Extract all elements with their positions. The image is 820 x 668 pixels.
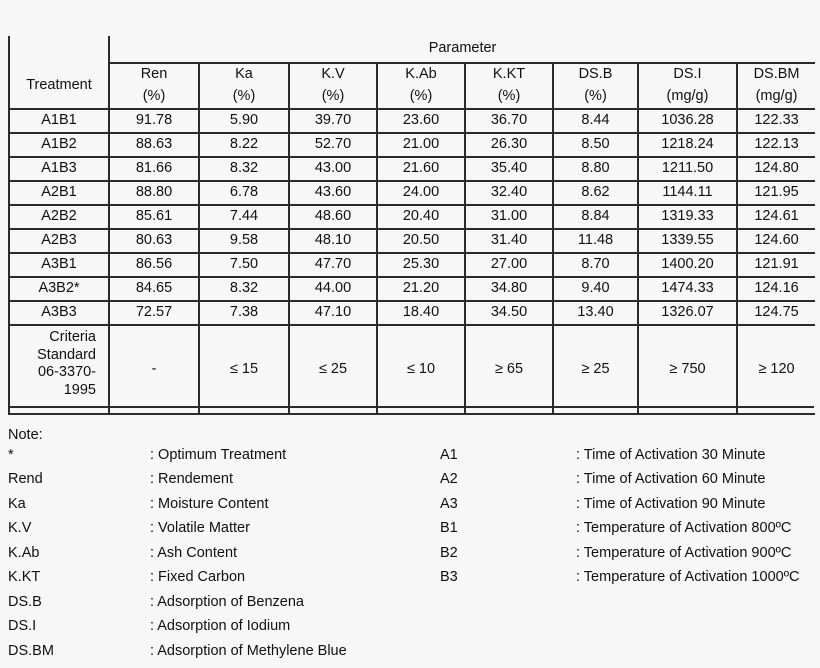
note-line bbox=[8, 644, 814, 668]
criteria-label-line: 1995 bbox=[10, 382, 96, 400]
cell-kkt: 27.00 bbox=[465, 253, 553, 277]
cell-dsi: 1144.11 bbox=[638, 181, 737, 205]
cell-treatment: A3B2* bbox=[9, 277, 109, 301]
cell-ren: 72.57 bbox=[109, 301, 199, 325]
table-body bbox=[9, 109, 815, 414]
cell-kkt: 35.40 bbox=[465, 157, 553, 181]
results-table bbox=[8, 36, 815, 415]
cell-ren: 81.66 bbox=[109, 157, 199, 181]
cell-dsi: 1400.20 bbox=[638, 253, 737, 277]
cell-dsi: 1474.33 bbox=[638, 277, 737, 301]
cell-kv: 52.70 bbox=[289, 133, 377, 157]
note-line bbox=[8, 521, 814, 546]
criteria-label-line: Criteria bbox=[10, 329, 96, 347]
note-value: : Time of Activation 90 Minute bbox=[576, 497, 765, 512]
cell-treatment: A1B1 bbox=[9, 109, 109, 133]
note-key: K.V bbox=[8, 521, 31, 536]
corner-cell-top bbox=[9, 36, 109, 63]
cell-dsbm: 122.13 bbox=[737, 133, 815, 157]
cell-kab: 20.40 bbox=[377, 205, 465, 229]
note-value: : Temperature of Activation 800ºC bbox=[576, 521, 791, 536]
note-key: DS.BM bbox=[8, 644, 54, 659]
column-header-dsbm bbox=[737, 63, 815, 109]
cell-ren: 84.65 bbox=[109, 277, 199, 301]
cell-treatment: A2B3 bbox=[9, 229, 109, 253]
column-name: K.KT bbox=[466, 67, 552, 89]
cell-ka: 6.78 bbox=[199, 181, 289, 205]
cell-kkt: 31.40 bbox=[465, 229, 553, 253]
note-value: : Adsorption of Methylene Blue bbox=[150, 644, 347, 659]
table-row bbox=[9, 277, 815, 301]
column-header-row bbox=[9, 63, 815, 109]
table-row bbox=[9, 301, 815, 325]
cell-treatment: A2B1 bbox=[9, 181, 109, 205]
cell-kv: 43.60 bbox=[289, 181, 377, 205]
notes-section bbox=[8, 428, 814, 668]
criteria-ka: ≤ 15 bbox=[199, 325, 289, 414]
cell-kv: 43.00 bbox=[289, 157, 377, 181]
criteria-label-line: Standard bbox=[10, 347, 96, 365]
cell-kkt: 31.00 bbox=[465, 205, 553, 229]
cell-kv: 39.70 bbox=[289, 109, 377, 133]
column-unit: (%) bbox=[200, 89, 288, 105]
criteria-kab: ≤ 10 bbox=[377, 325, 465, 414]
note-value: : Adsorption of Iodium bbox=[150, 619, 290, 634]
cell-dsb: 8.80 bbox=[553, 157, 638, 181]
column-header-ka bbox=[199, 63, 289, 109]
cell-dsb: 8.44 bbox=[553, 109, 638, 133]
column-name: Ka bbox=[200, 67, 288, 89]
criteria-label bbox=[9, 325, 109, 414]
cell-kab: 21.00 bbox=[377, 133, 465, 157]
cell-dsbm: 121.95 bbox=[737, 181, 815, 205]
note-value: : Optimum Treatment bbox=[150, 448, 286, 463]
column-name: K.Ab bbox=[378, 67, 464, 89]
criteria-ren: - bbox=[109, 325, 199, 414]
criteria-kkt: ≥ 65 bbox=[465, 325, 553, 414]
criteria-kv: ≤ 25 bbox=[289, 325, 377, 414]
cell-ka: 7.50 bbox=[199, 253, 289, 277]
column-header-kab bbox=[377, 63, 465, 109]
cell-ren: 85.61 bbox=[109, 205, 199, 229]
cell-kab: 23.60 bbox=[377, 109, 465, 133]
note-key: A3 bbox=[440, 497, 458, 512]
column-name: Ren bbox=[110, 67, 198, 89]
group-header-row bbox=[9, 36, 815, 63]
note-line bbox=[8, 448, 814, 473]
column-unit: (%) bbox=[290, 89, 376, 105]
note-key: A1 bbox=[440, 448, 458, 463]
note-key: K.KT bbox=[8, 570, 40, 585]
cell-treatment: A3B3 bbox=[9, 301, 109, 325]
cell-ka: 5.90 bbox=[199, 109, 289, 133]
cell-dsbm: 124.80 bbox=[737, 157, 815, 181]
cell-ren: 88.80 bbox=[109, 181, 199, 205]
note-value: : Time of Activation 60 Minute bbox=[576, 472, 765, 487]
column-unit: (mg/g) bbox=[738, 89, 815, 105]
criteria-dsb: ≥ 25 bbox=[553, 325, 638, 414]
cell-dsbm: 124.16 bbox=[737, 277, 815, 301]
cell-ren: 80.63 bbox=[109, 229, 199, 253]
cell-treatment: A1B3 bbox=[9, 157, 109, 181]
cell-dsb: 13.40 bbox=[553, 301, 638, 325]
cell-dsi: 1326.07 bbox=[638, 301, 737, 325]
cell-kab: 21.60 bbox=[377, 157, 465, 181]
note-value: : Rendement bbox=[150, 472, 233, 487]
note-value: : Ash Content bbox=[150, 546, 237, 561]
column-header-kkt bbox=[465, 63, 553, 109]
cell-dsbm: 124.75 bbox=[737, 301, 815, 325]
cell-dsi: 1211.50 bbox=[638, 157, 737, 181]
note-line bbox=[8, 595, 814, 620]
cell-dsbm: 124.60 bbox=[737, 229, 815, 253]
cell-treatment: A3B1 bbox=[9, 253, 109, 277]
column-header-dsb bbox=[553, 63, 638, 109]
cell-kkt: 32.40 bbox=[465, 181, 553, 205]
note-key: B2 bbox=[440, 546, 458, 561]
cell-kkt: 34.80 bbox=[465, 277, 553, 301]
column-header-kv bbox=[289, 63, 377, 109]
cell-ka: 8.32 bbox=[199, 277, 289, 301]
column-name: DS.BM bbox=[738, 67, 815, 89]
note-value: : Adsorption of Benzena bbox=[150, 595, 304, 610]
note-line bbox=[8, 546, 814, 571]
table-row bbox=[9, 181, 815, 205]
note-key: K.Ab bbox=[8, 546, 39, 561]
criteria-standard-row bbox=[9, 325, 815, 414]
note-key: Rend bbox=[8, 472, 43, 487]
cell-ka: 8.32 bbox=[199, 157, 289, 181]
cell-ren: 91.78 bbox=[109, 109, 199, 133]
column-unit: (%) bbox=[110, 89, 198, 105]
column-unit: (%) bbox=[554, 89, 637, 105]
column-name: DS.I bbox=[639, 67, 736, 89]
cell-kkt: 34.50 bbox=[465, 301, 553, 325]
cell-kab: 21.20 bbox=[377, 277, 465, 301]
cell-ren: 86.56 bbox=[109, 253, 199, 277]
cell-kkt: 26.30 bbox=[465, 133, 553, 157]
table-row bbox=[9, 109, 815, 133]
note-key: A2 bbox=[440, 472, 458, 487]
cell-dsbm: 122.33 bbox=[737, 109, 815, 133]
table-row bbox=[9, 205, 815, 229]
group-header-parameter: Parameter bbox=[109, 36, 815, 63]
cell-kab: 18.40 bbox=[377, 301, 465, 325]
cell-dsb: 8.70 bbox=[553, 253, 638, 277]
results-table-container bbox=[8, 36, 814, 415]
note-key: DS.I bbox=[8, 619, 36, 634]
criteria-dsi: ≥ 750 bbox=[638, 325, 737, 414]
cell-treatment: A2B2 bbox=[9, 205, 109, 229]
column-name: DS.B bbox=[554, 67, 637, 89]
cell-kv: 47.10 bbox=[289, 301, 377, 325]
note-key: B1 bbox=[440, 521, 458, 536]
note-value: : Temperature of Activation 900ºC bbox=[576, 546, 791, 561]
table-bottom-rule bbox=[8, 406, 814, 408]
cell-ren: 88.63 bbox=[109, 133, 199, 157]
cell-dsb: 9.40 bbox=[553, 277, 638, 301]
criteria-label-line: 06-3370- bbox=[10, 364, 96, 382]
note-value: : Fixed Carbon bbox=[150, 570, 245, 585]
note-line bbox=[8, 570, 814, 595]
column-name: K.V bbox=[290, 67, 376, 89]
note-key: Ka bbox=[8, 497, 26, 512]
cell-kab: 24.00 bbox=[377, 181, 465, 205]
column-unit: (mg/g) bbox=[639, 89, 736, 105]
cell-ka: 7.44 bbox=[199, 205, 289, 229]
note-value: : Time of Activation 30 Minute bbox=[576, 448, 765, 463]
cell-dsb: 11.48 bbox=[553, 229, 638, 253]
cell-kv: 48.10 bbox=[289, 229, 377, 253]
column-header-dsi bbox=[638, 63, 737, 109]
table-row bbox=[9, 229, 815, 253]
table-row bbox=[9, 133, 815, 157]
cell-dsb: 8.50 bbox=[553, 133, 638, 157]
cell-kab: 20.50 bbox=[377, 229, 465, 253]
cell-dsbm: 121.91 bbox=[737, 253, 815, 277]
cell-dsb: 8.84 bbox=[553, 205, 638, 229]
column-header-ren bbox=[109, 63, 199, 109]
note-value: : Moisture Content bbox=[150, 497, 268, 512]
cell-kv: 44.00 bbox=[289, 277, 377, 301]
cell-dsi: 1319.33 bbox=[638, 205, 737, 229]
cell-ka: 9.58 bbox=[199, 229, 289, 253]
notes-grid bbox=[8, 448, 814, 668]
cell-dsi: 1036.28 bbox=[638, 109, 737, 133]
cell-dsbm: 124.61 bbox=[737, 205, 815, 229]
cell-treatment: A1B2 bbox=[9, 133, 109, 157]
cell-dsb: 8.62 bbox=[553, 181, 638, 205]
cell-kkt: 36.70 bbox=[465, 109, 553, 133]
column-unit: (%) bbox=[466, 89, 552, 105]
cell-kv: 48.60 bbox=[289, 205, 377, 229]
table-head bbox=[9, 36, 815, 109]
column-unit: (%) bbox=[378, 89, 464, 105]
note-key: B3 bbox=[440, 570, 458, 585]
cell-kab: 25.30 bbox=[377, 253, 465, 277]
table-row bbox=[9, 157, 815, 181]
note-line bbox=[8, 619, 814, 644]
table-row bbox=[9, 253, 815, 277]
note-key: DS.B bbox=[8, 595, 42, 610]
column-header-treatment: Treatment bbox=[9, 63, 109, 109]
notes-title: Note: bbox=[8, 428, 814, 443]
note-line bbox=[8, 497, 814, 522]
note-line bbox=[8, 472, 814, 497]
cell-kv: 47.70 bbox=[289, 253, 377, 277]
cell-ka: 7.38 bbox=[199, 301, 289, 325]
note-value: : Temperature of Activation 1000ºC bbox=[576, 570, 799, 585]
cell-dsi: 1218.24 bbox=[638, 133, 737, 157]
note-key: * bbox=[8, 448, 14, 463]
cell-ka: 8.22 bbox=[199, 133, 289, 157]
note-value: : Volatile Matter bbox=[150, 521, 250, 536]
criteria-dsbm: ≥ 120 bbox=[737, 325, 815, 414]
cell-dsi: 1339.55 bbox=[638, 229, 737, 253]
